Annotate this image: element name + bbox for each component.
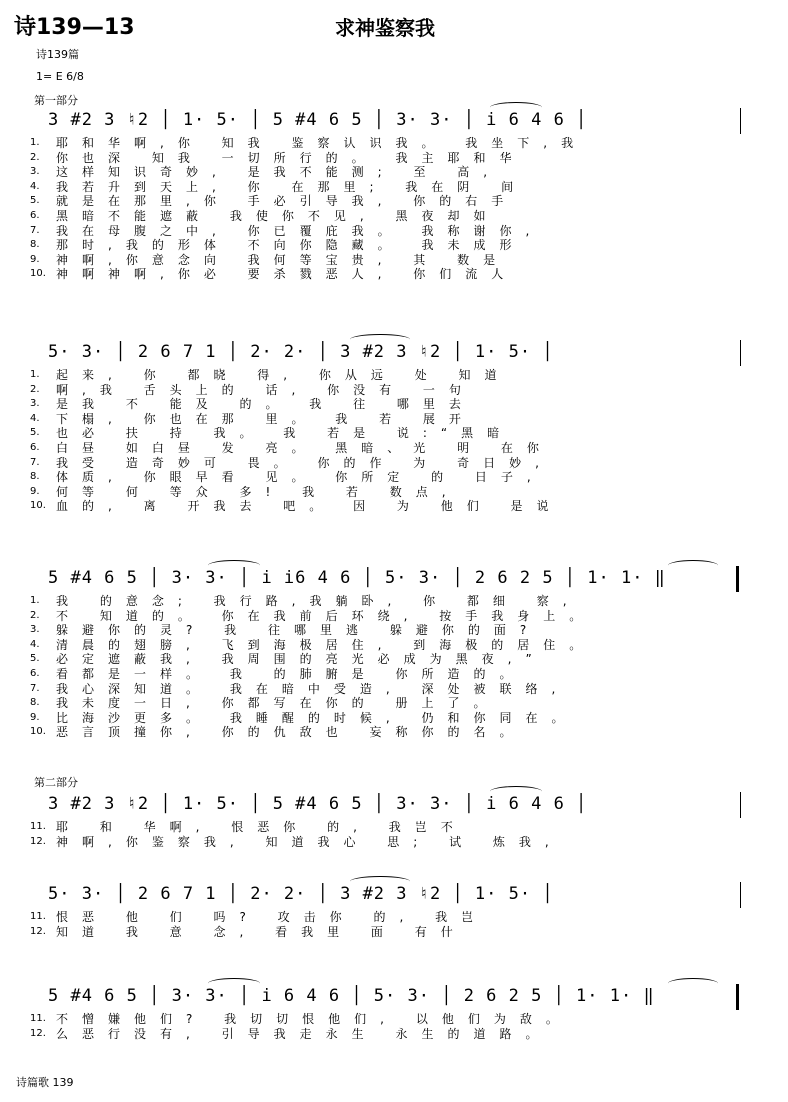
lyric-text: 神啊神啊,你必 要杀戮恶人, 你们流人 — [56, 267, 518, 282]
note-row — [0, 876, 788, 910]
lyric-line — [0, 456, 788, 471]
lyric-text: 清晨的翅膀, 飞到海极居住, 到海极的居住。 — [56, 637, 596, 652]
section-label-part1: 第一部分 — [34, 94, 78, 107]
lyric-line — [0, 209, 788, 224]
lyric-line — [0, 609, 788, 624]
lyric-text: 是我 不 能及 的。 我 往 哪里去 — [56, 397, 475, 412]
section-label-part2: 第二部分 — [34, 776, 78, 789]
song-code: 诗139—13 — [14, 15, 135, 40]
lyric-text: 就是在那里,你 手必引导我, 你的右手 — [56, 194, 518, 209]
lyric-text: 那时,我的形体 不向你隐藏。 我未成形 — [56, 238, 526, 253]
lyric-line — [0, 725, 788, 740]
lyric-text: 神啊,你鉴察我, 知道我心 思; 试 炼我, — [56, 834, 563, 849]
note-text: 5 #4 6 5 │ 3· 3· │ i i6 4 6 │ 5· 3· │ 2 6 2 5 │ 1· 1· ‖ — [48, 568, 666, 588]
lyric-text: 恨恶 他 们 吗? 攻击你 的, 我岂 — [56, 910, 488, 924]
verse-number: 12. — [30, 835, 46, 847]
lyrics-block — [0, 910, 788, 939]
lyric-text: 必定遮蔽我, 我周围的亮光必成为黑夜,” — [56, 652, 546, 667]
lyric-text: 我心深知道。 我在暗中受造, 深处被联络, — [56, 681, 570, 696]
key-signature: 1= E 6/8 — [36, 70, 84, 83]
verse-number: 12. — [30, 925, 46, 937]
note-text: 5· 3· │ 2 6 7 1 │ 2· 2· │ 3 #2 3 ♮2 │ 1· 5· │ — [48, 342, 554, 362]
lyric-line — [0, 253, 788, 268]
verse-number: 8. — [30, 471, 40, 483]
note-text: 5 #4 6 5 │ 3· 3· │ i 6 4 6 │ 5· 3· │ 2 6 2 5 │ 1· 1· ‖ — [48, 986, 655, 1006]
lyric-line — [0, 165, 788, 180]
lyric-text: 何等 何 等众 多! 我 若 数点, — [56, 484, 460, 499]
barline — [740, 882, 741, 908]
lyric-line — [0, 1012, 788, 1027]
lyric-line — [0, 499, 788, 514]
lyric-line — [0, 180, 788, 195]
song-title: 求神鉴察我 — [335, 16, 435, 40]
music-system — [0, 560, 788, 740]
verse-number: 8. — [30, 697, 40, 709]
lyric-text: 你也深 知我 一切所行的。 我主耶和华 — [56, 150, 526, 165]
lyric-line — [0, 682, 788, 697]
lyric-text: 不憎嫌他们? 我切切恨他们, 以他们为敌。 — [56, 1012, 572, 1026]
verse-number: 11. — [30, 911, 46, 922]
verse-number: 4. — [30, 412, 40, 424]
lyric-text: 也必 扶 持 我。 我 若是 说:“黑暗 — [56, 426, 514, 441]
lyric-line — [0, 194, 788, 209]
lyrics-block — [0, 368, 788, 514]
note-text: 3 #2 3 ♮2 │ 1· 5· │ 5 #4 6 5 │ 3· 3· │ i 6 4 6 │ — [48, 794, 588, 814]
lyric-text: 下榻, 你也在那 里。 我 若 展开 — [56, 411, 475, 426]
verse-number: 5. — [30, 653, 40, 665]
lyric-line — [0, 594, 788, 609]
verse-number: 1. — [30, 137, 40, 148]
verse-number: 12. — [30, 1027, 46, 1039]
lyric-line — [0, 835, 788, 850]
note-row — [0, 560, 788, 594]
lyric-text: 不 知道的。 你在我前后环绕, 按手我身上。 — [56, 608, 596, 623]
music-system — [0, 786, 788, 849]
lyric-line — [0, 412, 788, 427]
lyric-text: 血的, 离 开我去 吧。 因 为 他们 是说 — [56, 499, 563, 514]
lyric-text: 啊,我 舌头上的 话, 你没有 一句 — [56, 382, 475, 397]
lyric-text: 比海沙更多。 我睡醒的时候, 仍和你同在。 — [56, 710, 578, 725]
lyric-text: 我受 造奇妙可 畏。 你的作 为 奇日妙, — [56, 455, 553, 470]
lyric-text: 白昼 如白昼 发 亮。 黑暗、光 明 在你 — [56, 440, 553, 455]
lyric-text: 耶 和 华啊, 恨恶你 的, 我岂不 — [56, 820, 467, 834]
final-barline — [736, 984, 739, 1010]
verse-number: 5. — [30, 195, 40, 207]
verse-number: 2. — [30, 609, 40, 621]
lyrics-block — [0, 1012, 788, 1041]
final-barline — [736, 566, 739, 592]
note-row — [0, 786, 788, 820]
lyric-line — [0, 910, 788, 925]
verse-number: 10. — [30, 726, 46, 738]
verse-number: 2. — [30, 151, 40, 163]
verse-number: 3. — [30, 398, 40, 410]
lyric-line — [0, 638, 788, 653]
verse-number: 9. — [30, 711, 40, 723]
verse-number: 7. — [30, 224, 40, 236]
verse-number: 1. — [30, 595, 40, 606]
lyric-text: 我 的意念; 我行路,我躺卧, 你 都细 察, — [56, 594, 581, 608]
lyric-text: 这样知识奇妙, 是我不能测; 至 高, — [56, 165, 502, 180]
source-label: 诗139篇 — [36, 48, 79, 61]
lyric-text: 知道 我 意 念, 看我里 面 有什 — [56, 924, 467, 939]
verse-number: 9. — [30, 253, 40, 265]
lyric-line — [0, 485, 788, 500]
verse-number: 8. — [30, 239, 40, 251]
music-system — [0, 876, 788, 939]
lyric-line — [0, 368, 788, 383]
lyrics-block — [0, 594, 788, 740]
lyric-text: 黑暗不能遮蔽 我使你不见, 黑夜却如 — [56, 208, 500, 223]
barline — [740, 108, 741, 134]
lyric-line — [0, 652, 788, 667]
lyric-line — [0, 224, 788, 239]
music-system — [0, 978, 788, 1041]
lyric-line — [0, 667, 788, 682]
verse-number: 4. — [30, 180, 40, 192]
lyric-text: 起来, 你 都晓 得, 你从远 处 知道 — [56, 368, 511, 382]
verse-number: 7. — [30, 682, 40, 694]
lyric-line — [0, 711, 788, 726]
verse-number: 11. — [30, 1013, 46, 1024]
lyric-text: 么恶行没有, 引导我走永生 永生的道路。 — [56, 1026, 552, 1041]
lyric-text: 神啊,你意念向 我何等宝贵, 其 数是 — [56, 252, 510, 267]
verse-number: 2. — [30, 383, 40, 395]
verse-number: 6. — [30, 209, 40, 221]
barline — [740, 792, 741, 818]
verse-number: 1. — [30, 369, 40, 380]
lyric-line — [0, 696, 788, 711]
verse-number: 6. — [30, 441, 40, 453]
lyric-line — [0, 383, 788, 398]
lyric-line — [0, 623, 788, 638]
lyric-line — [0, 136, 788, 151]
lyric-line — [0, 267, 788, 282]
lyric-line — [0, 426, 788, 441]
lyric-text: 我在母腹之中, 你已覆庇我。 我称谢你, — [56, 223, 544, 238]
verse-number: 10. — [30, 500, 46, 512]
lyric-text: 我未度一日, 你都写在你的 册上了。 — [56, 696, 500, 711]
lyric-text: 耶和华啊,你 知我 鉴察认识我。 我坐下,我 — [56, 136, 588, 150]
music-system — [0, 102, 788, 282]
lyric-line — [0, 820, 788, 835]
lyric-text: 看都是一样。 我 的肺腑是 你所造的。 — [56, 666, 526, 681]
lyric-text: 躲避你的灵? 我 往哪里逃 躲避你的面? — [56, 623, 541, 638]
lyric-text: 我若升到天上, 你 在那里; 我在阴 间 — [56, 179, 528, 194]
note-row — [0, 978, 788, 1012]
lyric-line — [0, 925, 788, 940]
verse-number: 6. — [30, 667, 40, 679]
note-row — [0, 334, 788, 368]
note-row — [0, 102, 788, 136]
barline — [740, 340, 741, 366]
verse-number: 11. — [30, 821, 46, 832]
lyric-line — [0, 151, 788, 166]
lyrics-block — [0, 820, 788, 849]
lyric-line — [0, 238, 788, 253]
lyric-line — [0, 441, 788, 456]
verse-number: 4. — [30, 638, 40, 650]
lyrics-block — [0, 136, 788, 282]
music-system — [0, 334, 788, 514]
lyric-line — [0, 1027, 788, 1042]
verse-number: 10. — [30, 268, 46, 280]
verse-number: 9. — [30, 485, 40, 497]
verse-number: 5. — [30, 427, 40, 439]
footer-label: 诗篇歌 139 — [16, 1076, 74, 1089]
verse-number: 7. — [30, 456, 40, 468]
lyric-text: 体质, 你眼早看 见。 你所定 的 日子, — [56, 470, 545, 485]
verse-number: 3. — [30, 166, 40, 178]
lyric-text: 恶言顶撞你, 你的仇敌也 妄称你的名。 — [56, 725, 526, 740]
lyric-line — [0, 470, 788, 485]
lyric-line — [0, 397, 788, 412]
note-text: 5· 3· │ 2 6 7 1 │ 2· 2· │ 3 #2 3 ♮2 │ 1· 5· │ — [48, 884, 554, 904]
note-text: 3 #2 3 ♮2 │ 1· 5· │ 5 #4 6 5 │ 3· 3· │ i 6 4 6 │ — [48, 110, 588, 130]
verse-number: 3. — [30, 624, 40, 636]
